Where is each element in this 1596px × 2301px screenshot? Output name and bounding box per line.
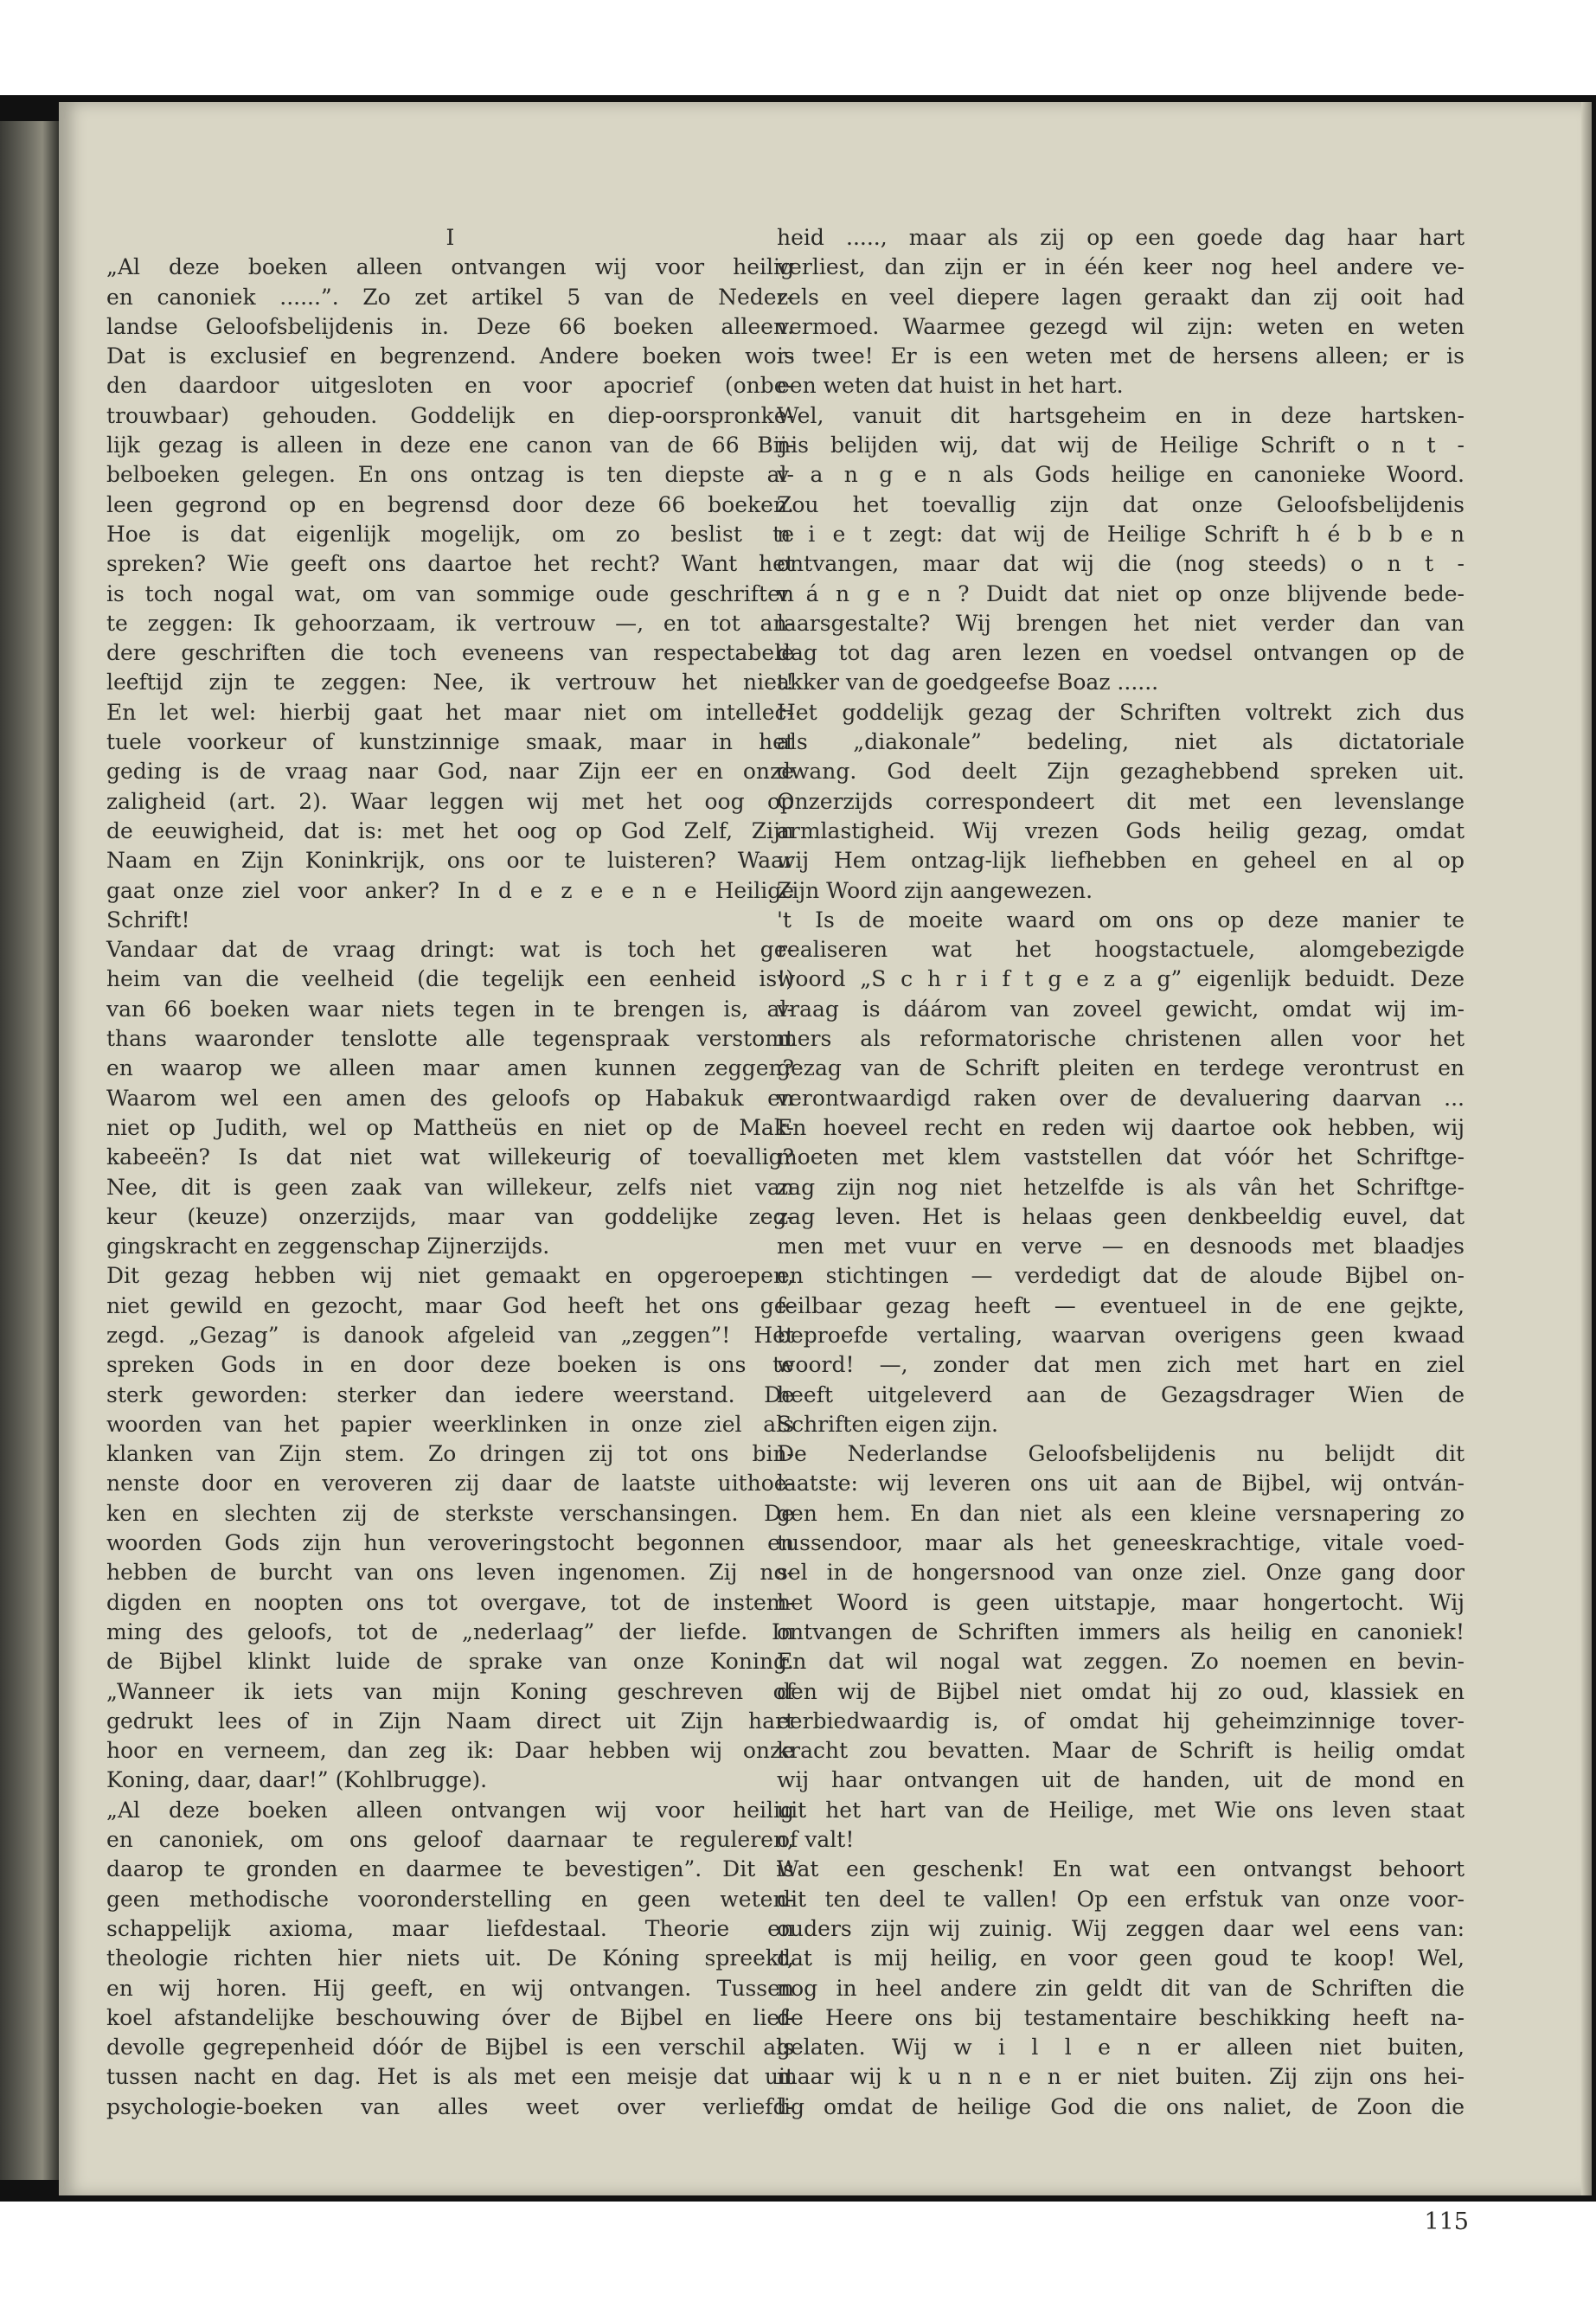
text-line: nis belijden wij, dat wij de Heilige Schrift o n t - bbox=[777, 433, 1465, 458]
text-line: den wij de Bijbel niet omdat hij zo oud, klassiek en bbox=[777, 1678, 1465, 1704]
text-line: akker van de goedgeefse Boaz ...... bbox=[777, 670, 1159, 695]
text-line: het Woord is geen uitstapje, maar hongertocht. Wij bbox=[777, 1589, 1465, 1615]
text-line: kabeeën? Is dat niet wat willekeurig of toevallig? bbox=[106, 1144, 794, 1170]
text-line: En dat wil nogal wat zeggen. Zo noemen en bevin- bbox=[777, 1649, 1465, 1675]
text-line: 't Is de moeite waard om ons op deze manier te bbox=[777, 907, 1465, 933]
page-number: 115 bbox=[1424, 2208, 1469, 2235]
text-line: zag zijn nog niet hetzelfde is als vân het Schriftge- bbox=[777, 1174, 1465, 1200]
text-line: Wat een geschenk! En wat een ontvangst behoort bbox=[777, 1856, 1465, 1882]
text-line: realiseren wat het hoogstactuele, alomgebezigde bbox=[777, 937, 1465, 963]
left-column bbox=[106, 223, 794, 2122]
text-line: beproefde vertaling, waarvan overigens geen kwaad bbox=[777, 1322, 1465, 1348]
text-line: trouwbaar) gehouden. Goddelijk en diep-oorspronke- bbox=[106, 402, 794, 428]
text-line: een weten dat huist in het hart. bbox=[777, 373, 1124, 399]
text-line: dwang. God deelt Zijn gezaghebbend spreken uit. bbox=[777, 759, 1465, 785]
text-line: en canoniek ......”. Zo zet artikel 5 van de Neder- bbox=[106, 284, 794, 310]
text-line: zaligheid (art. 2). Waar leggen wij met het oog op bbox=[106, 788, 794, 814]
text-line: en wij horen. Hij geeft, en wij ontvangen. Tussen bbox=[106, 1975, 794, 2001]
text-line: zegd. „Gezag” is danook afgeleid van „zeggen”! Het bbox=[106, 1322, 794, 1348]
text-line: vermoed. Waarmee gezegd wil zijn: weten en weten bbox=[777, 313, 1465, 339]
text-line: Waarom wel een amen des geloofs op Habakuk en bbox=[106, 1085, 794, 1111]
text-line: nenste door en veroveren zij daar de laatste uithoe- bbox=[106, 1471, 794, 1497]
text-line: sterk geworden: sterker dan iedere weerstand. De bbox=[106, 1381, 794, 1407]
text-line: Hoe is dat eigenlijk mogelijk, om zo beslist te bbox=[106, 521, 794, 547]
text-line: gaat onze ziel voor anker? In d e z e e n e Heilige bbox=[106, 877, 794, 903]
text-line: n i e t zegt: dat wij de Heilige Schrift h é b b e n bbox=[777, 521, 1465, 547]
text-line: gen hem. En dan niet als een kleine versnapering zo bbox=[777, 1500, 1465, 1526]
text-line: „Al deze boeken alleen ontvangen wij voor heilig bbox=[106, 1797, 794, 1823]
text-line: dit ten deel te vallen! Op een erfstuk van onze voor- bbox=[777, 1886, 1465, 1912]
text-line: heid ....., maar als zij op een goede dag haar hart bbox=[777, 225, 1465, 250]
text-line: Vandaar dat de vraag dringt: wat is toch het ge- bbox=[106, 937, 794, 963]
text-line: geen methodische vooronderstelling en geen weten- bbox=[106, 1886, 794, 1912]
text-line: heeft uitgeleverd aan de Gezagsdrager Wien de bbox=[777, 1381, 1465, 1407]
text-line: daarop te gronden en daarmee te bevestigen”. Dit is bbox=[106, 1856, 794, 1882]
text-line: verliest, dan zijn er in één keer nog heel andere ve- bbox=[777, 254, 1465, 280]
text-line: laarsgestalte? Wij brengen het niet verder dan van bbox=[777, 610, 1465, 636]
text-line: feilbaar gezag heeft — eventueel in de ene gejkte, bbox=[777, 1292, 1465, 1318]
text-line: v á n g e n ? Duidt dat niet op onze blijvende bede- bbox=[777, 580, 1465, 606]
text-line: De Nederlandse Geloofsbelijdenis nu belijdt dit bbox=[777, 1441, 1465, 1467]
text-line: lig omdat de heilige God die ons naliet, de Zoon die bbox=[777, 2093, 1465, 2119]
text-line: tussendoor, maar als het geneeskrachtige, vitale voed- bbox=[777, 1530, 1465, 1556]
text-line: dag tot dag aren lezen en voedsel ontvangen op de bbox=[777, 640, 1465, 666]
text-line: woorden van het papier weerklinken in onze ziel als bbox=[106, 1411, 794, 1437]
text-line: tussen nacht en dag. Het is als met een meisje dat uit bbox=[106, 2064, 794, 2090]
text-line: Zou het toevallig zijn dat onze Geloofsbelijdenis bbox=[777, 491, 1465, 517]
text-line: zag leven. Het is helaas geen denkbeeldig euvel, dat bbox=[777, 1203, 1465, 1229]
text-line: dat is mij heilig, en voor geen goud te koop! Wel, bbox=[777, 1945, 1465, 1971]
text-line: wij haar ontvangen uit de handen, uit de mond en bbox=[777, 1767, 1465, 1793]
text-line: devolle gegrepenheid dóór de Bijbel is een verschil als bbox=[106, 2035, 794, 2061]
text-line: de Heere ons bij testamentaire beschikking heeft na- bbox=[777, 2004, 1465, 2030]
text-line: wij Hem ontzag-lijk liefhebben en geheel en al op bbox=[777, 848, 1465, 874]
text-line: ontvangen, maar dat wij die (nog steeds) o n t - bbox=[777, 551, 1465, 577]
text-line: keur (keuze) onzerzijds, maar van goddelijke zeg- bbox=[106, 1203, 794, 1229]
text-line: woord! —, zonder dat men zich met hart en ziel bbox=[777, 1352, 1465, 1378]
text-line: of valt! bbox=[777, 1827, 855, 1853]
text-line: Schriften eigen zijn. bbox=[777, 1411, 998, 1437]
text-line: gelaten. Wij w i l l e n er alleen niet buiten, bbox=[777, 2035, 1465, 2061]
text-line: leen gegrond op en begrensd door deze 66 boeken. bbox=[106, 491, 794, 517]
text-line: spreken Gods in en door deze boeken is ons te bbox=[106, 1352, 794, 1378]
text-line: Koning, daar, daar!” (Kohlbrugge). bbox=[106, 1767, 488, 1793]
text-line: eerbiedwaardig is, of omdat hij geheimzinnige tover- bbox=[777, 1708, 1465, 1734]
text-line: v a n g e n als Gods heilige en canonieke Woord. bbox=[777, 462, 1465, 488]
text-line: niet op Judith, wel op Mattheüs en niet op de Mak- bbox=[106, 1114, 794, 1140]
text-line: gingskracht en zeggenschap Zijnerzijds. bbox=[106, 1234, 550, 1259]
text-line: laatste: wij leveren ons uit aan de Bijbel, wij ontván- bbox=[777, 1471, 1465, 1497]
text-line: ontvangen de Schriften immers als heilig en canoniek! bbox=[777, 1618, 1465, 1644]
text-line: ming des geloofs, tot de „nederlaag” der liefde. In bbox=[106, 1618, 794, 1644]
text-line: mers als reformatorische christenen allen voor het bbox=[777, 1026, 1465, 1052]
page-edge bbox=[1581, 102, 1592, 2195]
text-line: Dat is exclusief en begrenzend. Andere boeken wor- bbox=[106, 343, 794, 369]
text-line: psychologie-boeken van alles weet over verliefd- bbox=[106, 2093, 794, 2119]
text-line: lijk gezag is alleen in deze ene canon van de 66 Bij- bbox=[106, 433, 794, 458]
right-column bbox=[777, 223, 1465, 2122]
text-line: schappelijk axioma, maar liefdestaal. Theorie en bbox=[106, 1915, 794, 1941]
text-line: niet gewild en gezocht, maar God heeft het ons ge- bbox=[106, 1292, 794, 1318]
text-line: zels en veel diepere lagen geraakt dan zij ooit had bbox=[777, 284, 1465, 310]
text-line: leeftijd zijn te zeggen: Nee, ik vertrouw het niet! bbox=[106, 670, 794, 695]
text-line: en waarop we alleen maar amen kunnen zeggen? bbox=[106, 1055, 794, 1081]
text-line: kracht zou bevatten. Maar de Schrift is heilig omdat bbox=[777, 1738, 1465, 1764]
text-line: en canoniek, om ons geloof daarnaar te reguleren, bbox=[106, 1827, 794, 1853]
text-line: uit het hart van de Heilige, met Wie ons leven staat bbox=[777, 1797, 1465, 1823]
text-line: de Bijbel klinkt luide de sprake van onze Koning. bbox=[106, 1649, 794, 1675]
text-line: digden en noopten ons tot overgave, tot de instem- bbox=[106, 1589, 794, 1615]
text-line: dere geschriften die toch eveneens van respectabele bbox=[106, 640, 794, 666]
text-line: armlastigheid. Wij vrezen Gods heilig gezag, omdat bbox=[777, 817, 1465, 843]
book-page bbox=[59, 102, 1581, 2235]
text-line: hebben de burcht van ons leven ingenomen. Zij no- bbox=[106, 1560, 794, 1586]
text-line: belboeken gelegen. En ons ontzag is ten diepste al- bbox=[106, 462, 794, 488]
text-line: als „diakonale” bedeling, niet als dictatoriale bbox=[777, 729, 1465, 755]
text-line: woorden Gods zijn hun veroveringstocht begonnen en bbox=[106, 1530, 794, 1556]
text-line: woord „S c h r i f t g e z a g” eigenlijk beduidt. Deze bbox=[777, 966, 1465, 992]
text-line: moeten met klem vaststellen dat vóór het Schriftge- bbox=[777, 1144, 1465, 1170]
text-line: de eeuwigheid, dat is: met het oog op God Zelf, Zijn bbox=[106, 817, 794, 843]
text-line: Nee, dit is geen zaak van willekeur, zelfs niet van bbox=[106, 1174, 794, 1200]
text-line: Zijn Woord zijn aangewezen. bbox=[777, 877, 1093, 903]
text-line: Onzerzijds correspondeert dit met een levenslange bbox=[777, 788, 1465, 814]
text-line: En let wel: hierbij gaat het maar niet om intellec- bbox=[106, 699, 794, 725]
section-numeral: I bbox=[445, 225, 455, 250]
text-line: sel in de hongersnood van onze ziel. Onze gang door bbox=[777, 1560, 1465, 1586]
text-line: Wel, vanuit dit hartsgeheim en in deze hartsken- bbox=[777, 402, 1465, 428]
text-line: ken en slechten zij de sterkste verschansingen. De bbox=[106, 1500, 794, 1526]
text-line: vraag is dáárom van zoveel gewicht, omdat wij im- bbox=[777, 996, 1465, 1022]
text-line: den daardoor uitgesloten en voor apocrief (onbe- bbox=[106, 373, 794, 399]
text-line: van 66 boeken waar niets tegen in te brengen is, al- bbox=[106, 996, 794, 1022]
text-line: „Wanneer ik iets van mijn Koning geschreven of bbox=[106, 1678, 794, 1704]
text-line: gezag van de Schrift pleiten en terdege verontrust en bbox=[777, 1055, 1465, 1081]
book-spine bbox=[0, 121, 61, 2180]
text-line: geding is de vraag naar God, naar Zijn eer en onze bbox=[106, 759, 794, 785]
text-line: men met vuur en verve — en desnoods met blaadjes bbox=[777, 1234, 1465, 1259]
text-line: klanken van Zijn stem. Zo dringen zij tot ons bin- bbox=[106, 1441, 794, 1467]
text-line: „Al deze boeken alleen ontvangen wij voor heilig bbox=[106, 254, 794, 280]
text-line: Naam en Zijn Koninkrijk, ons oor te luisteren? Waar bbox=[106, 848, 794, 874]
text-line: En hoeveel recht en reden wij daartoe ook hebben, wij bbox=[777, 1114, 1465, 1140]
text-line: gedrukt lees of in Zijn Naam direct uit Zijn hart bbox=[106, 1708, 794, 1734]
text-line: theologie richten hier niets uit. De Kóning spreekt, bbox=[106, 1945, 794, 1971]
text-line: spreken? Wie geeft ons daartoe het recht? Want het bbox=[106, 551, 794, 577]
text-line: Het goddelijk gezag der Schriften voltrekt zich dus bbox=[777, 699, 1465, 725]
text-line: koel afstandelijke beschouwing óver de Bijbel en lief- bbox=[106, 2004, 794, 2030]
text-line: heim van die veelheid (die tegelijk een eenheid is!) bbox=[106, 966, 794, 992]
text-line: is twee! Er is een weten met de hersens alleen; er is bbox=[777, 343, 1465, 369]
text-line: thans waaronder tenslotte alle tegenspraak verstomt bbox=[106, 1026, 794, 1052]
text-line: is toch nogal wat, om van sommige oude geschriften bbox=[106, 580, 794, 606]
text-line: te zeggen: Ik gehoorzaam, ik vertrouw —, en tot an- bbox=[106, 610, 794, 636]
text-line: hoor en verneem, dan zeg ik: Daar hebben wij onze bbox=[106, 1738, 794, 1764]
text-line: tuele voorkeur of kunstzinnige smaak, maar in het bbox=[106, 729, 794, 755]
text-line: en stichtingen — verdedigt dat de aloude Bijbel on- bbox=[777, 1263, 1465, 1289]
text-line: maar wij k u n n e n er niet buiten. Zij zijn ons hei- bbox=[777, 2064, 1465, 2090]
text-line: nog in heel andere zin geldt dit van de Schriften die bbox=[777, 1975, 1465, 2001]
text-line: Schrift! bbox=[106, 907, 190, 933]
text-line: landse Geloofsbelijdenis in. Deze 66 boeken alleen. bbox=[106, 313, 794, 339]
text-line: Dit gezag hebben wij niet gemaakt en opgeroepen, bbox=[106, 1263, 794, 1289]
text-line: ouders zijn wij zuinig. Wij zeggen daar wel eens van: bbox=[777, 1915, 1465, 1941]
text-line: verontwaardigd raken over de devaluering daarvan ... bbox=[777, 1085, 1465, 1111]
